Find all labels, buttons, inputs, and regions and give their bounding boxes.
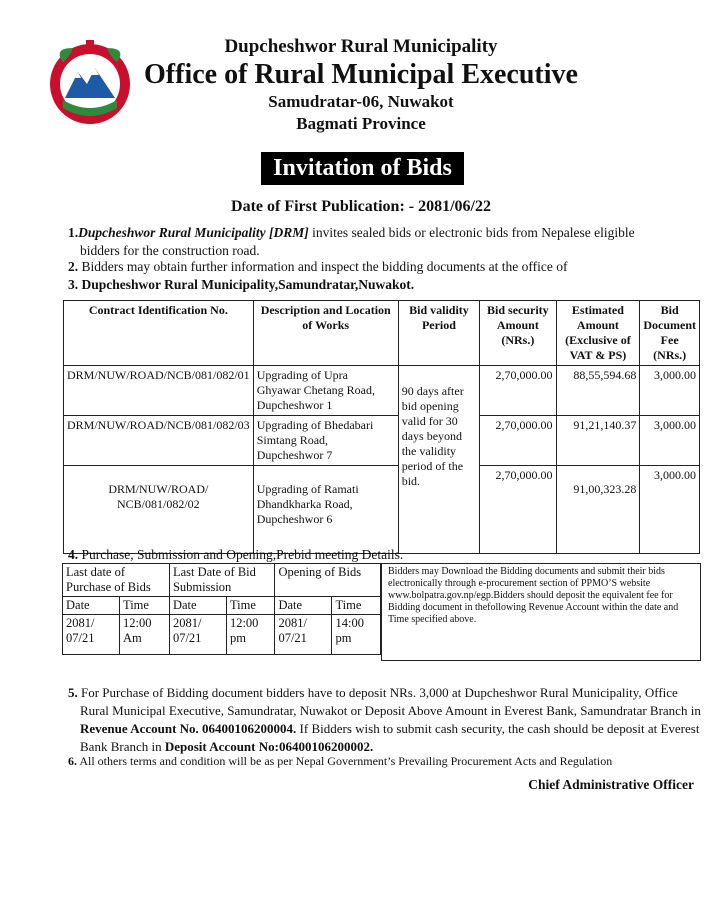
bid-table: [63, 300, 700, 554]
municipality-name: Dupcheshwor Rural Municipality: [224, 36, 498, 57]
invitation-banner: Invitation of Bids: [261, 152, 464, 185]
item-4: 4. Purchase, Submission and Opening,Prebid meeting Details.: [68, 547, 404, 562]
header-estimated: Estimated Amount (Exclusive of VAT & PS): [556, 301, 640, 366]
table-row: DRM/NUW/ROAD/NCB/081/082/03 Upgrading of Bhedabari Simtang Road, Dupcheshwor 7 2,70,000.00 91,21,140.37 3,000.00: [64, 416, 700, 466]
header-fee: Bid Document Fee (NRs.): [640, 301, 700, 366]
header-validity: Bid validity Period: [398, 301, 479, 366]
office-title: Office of Rural Municipal Executive: [144, 59, 578, 90]
submission-header: Last Date of Bid Submission: [169, 564, 275, 597]
header-security: Bid security Amount (NRs.): [480, 301, 556, 366]
table-row: DRM/NUW/ROAD/ NCB/081/082/02 Upgrading of Ramati Dhandkharka Road, Dupcheshwor 6 2,70,000.00 91,00,323.28 3,000.00: [64, 466, 700, 554]
signature: Chief Administrative Officer: [528, 777, 694, 792]
item-1: 1.Dupcheshwor Rural Municipality [DRM] invites sealed bids or electronic bids from Nepalese eligible bidders for the construction road.: [68, 225, 635, 258]
download-note: Bidders may Download the Bidding documents and submit their bids electronically through e-procurement section of PPMO’S website www.bolpatra.gov.np/egp.Bidders should deposit the equivalent fee for Bidding document in thefollowing Revenue Account within the date and Time specified above.: [381, 563, 701, 661]
header-contract: Contract Identification No.: [64, 301, 254, 366]
item-5: 5. For Purchase of Bidding document bidders have to deposit NRs. 3,000 at Dupcheshwor Rural Municipality, Office Rural Municipal Executive, Samundratar, Nuwakot or Deposit Above Amount in Everest Bank, Samundratar Branch in Revenue Account No. 06400106200004. If Bidders wish to submit cash security, the cash should be deposit at Everest Bank Branch in Deposit Account No:06400106200002.: [68, 685, 701, 754]
header-description: Description and Location of Works: [253, 301, 398, 366]
table-row: DRM/NUW/ROAD/NCB/081/082/01 Upgrading of Upra Ghyawar Chetang Road, Dupcheshwor 1 90 days after bid opening valid for 30 days beyond the validity period of the bid. 2,70,000.00 88,55,594.68 3,000.00: [64, 366, 700, 416]
opening-header: Opening of Bids: [275, 564, 381, 597]
item-2: 2. Bidders may obtain further information and inspect the bidding documents at the office of: [68, 259, 568, 274]
item-3: 3. Dupcheshwor Rural Municipality,Samundratar,Nuwakot.: [68, 277, 415, 292]
item-6: 6. All others terms and condition will be as per Nepal Government’s Prevailing Procurement Acts and Regulation: [68, 754, 613, 768]
validity-cell: 90 days after bid opening valid for 30 days beyond the validity period of the bid.: [398, 366, 479, 554]
publication-date: Date of First Publication: - 2081/06/22: [231, 198, 491, 215]
schedule-table: Last date of Purchase of Bids Last Date of Bid Submission Opening of Bids Date Time Date Time Date Time 2081/ 07/21 12:00 Am 2081/ 07/21 12:00 pm 2081/ 07/21 14:00 pm: [62, 563, 381, 655]
purchase-header: Last date of Purchase of Bids: [63, 564, 170, 597]
province-line: Bagmati Province: [296, 114, 426, 133]
address-line: Samudratar-06, Nuwakot: [268, 92, 454, 111]
